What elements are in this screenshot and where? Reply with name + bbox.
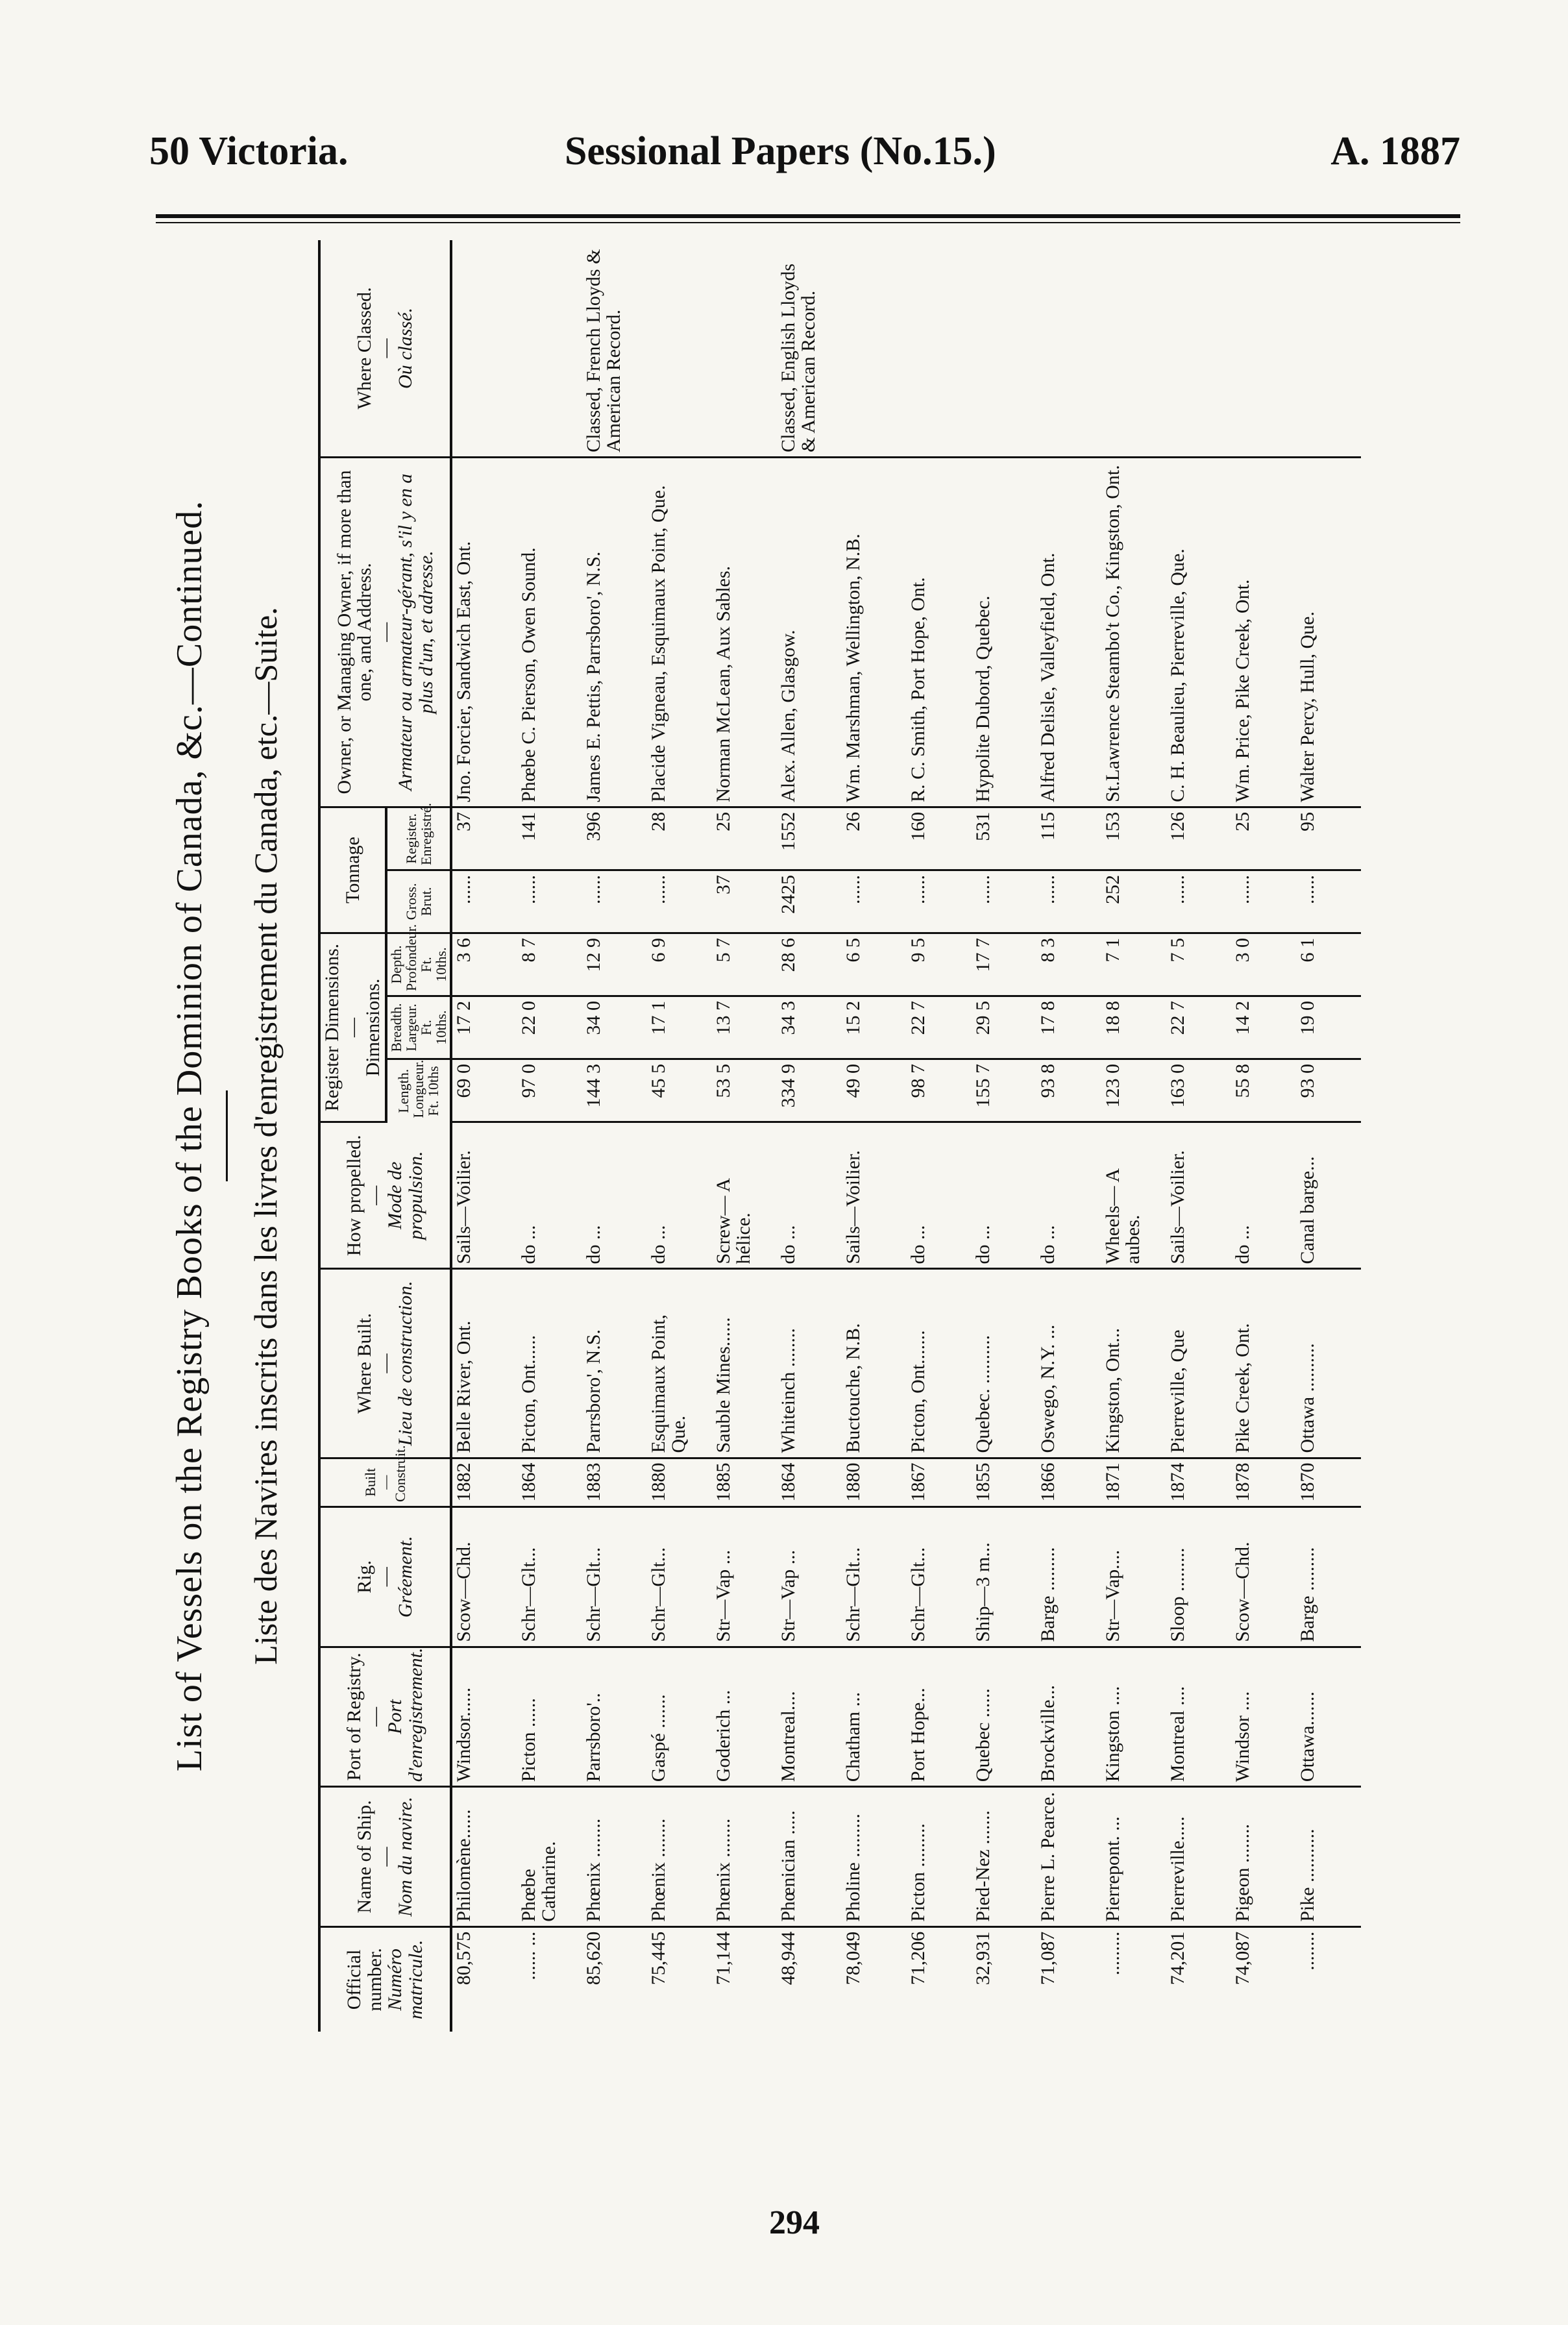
- cell-owner: C. H. Beaulieu, Pierreville, Que.: [1166, 457, 1231, 807]
- cell-port: Kingston ....: [1101, 1647, 1166, 1787]
- cell-breadth: 13 7: [712, 996, 777, 1059]
- cell-name: Pigeon ........: [1231, 1787, 1296, 1927]
- cell-name: Pierre L. Pearce.: [1036, 1787, 1101, 1927]
- cell-gross: 37: [712, 870, 777, 933]
- cell-register: 26: [842, 807, 907, 870]
- cell-official: 78,049: [842, 1931, 864, 1986]
- cell-depth: 3 0: [1231, 933, 1296, 996]
- cell-classed: [907, 240, 972, 457]
- cell-breadth: 22 7: [907, 996, 972, 1059]
- title-divider: [226, 1090, 228, 1181]
- col-port: Port of Registry. — Port d'enregistrement.: [319, 1647, 451, 1787]
- cell-propelled: Canal barge...: [1296, 1122, 1361, 1269]
- cell-depth: 28 6: [777, 933, 842, 996]
- cell-depth: 5 7: [712, 933, 777, 996]
- cell-length: 49 0: [842, 1059, 907, 1122]
- cell-classed: [1101, 240, 1166, 457]
- cell-depth: 6 5: [842, 933, 907, 996]
- cell-port: Quebec ......: [972, 1647, 1036, 1787]
- cell-register: 95: [1296, 807, 1361, 870]
- cell-built: 1870: [1296, 1458, 1361, 1507]
- cell-built: 1864: [517, 1458, 582, 1507]
- header-rule-thin: [156, 222, 1460, 223]
- col-depth: Depth. Profondeur. Ft. 10ths.: [386, 933, 451, 996]
- cell-where: Buctouche, N.B.: [842, 1269, 907, 1458]
- cell-built: 1882: [451, 1458, 517, 1507]
- cell-register: 396: [582, 807, 647, 870]
- table-row: [1036, 240, 1101, 2032]
- cell-name: Phœbe Catharine.: [517, 1787, 582, 1927]
- cell-register: 25: [712, 807, 777, 870]
- cell-depth: 7 5: [1166, 933, 1231, 996]
- cell-official: 85,620: [582, 1931, 604, 1986]
- cell-owner: Wm. Marshman, Wellington, N.B.: [842, 457, 907, 807]
- cell-port: Windsor......: [451, 1647, 517, 1787]
- cell-depth: 9 5: [907, 933, 972, 996]
- table-row: [1231, 240, 1296, 2032]
- cell-classed: [1036, 240, 1101, 457]
- cell-built: 1880: [842, 1458, 907, 1507]
- cell-where: Pike Creek, Ont.: [1231, 1269, 1296, 1458]
- cell-official: ........: [1296, 1931, 1318, 1971]
- cell-name: Pierreville.....: [1166, 1787, 1231, 1927]
- cell-classed: Classed, French Lloyds & American Record.: [582, 240, 647, 457]
- cell-where: Ottawa ..........: [1296, 1269, 1361, 1458]
- cell-owner: James E. Pettis, Parrsboro', N.S.: [582, 457, 647, 807]
- cell-length: 97 0: [517, 1059, 582, 1122]
- cell-port: Montreal....: [777, 1647, 842, 1787]
- cell-official: 48,944: [777, 1931, 799, 1986]
- cell-depth: 3 6: [451, 933, 517, 996]
- cell-port: Parrsboro'..: [582, 1647, 647, 1787]
- cell-length: 55 8: [1231, 1059, 1296, 1122]
- cell-built: 1874: [1166, 1458, 1231, 1507]
- cell-owner: Phœbe C. Pierson, Owen Sound.: [517, 457, 582, 807]
- cell-official: 71,206: [907, 1931, 929, 1986]
- cell-propelled: Sails—Voilier.: [451, 1122, 517, 1269]
- cell-built: 1883: [582, 1458, 647, 1507]
- cell-name: Pholine .........: [842, 1787, 907, 1927]
- cell-breadth: 29 5: [972, 996, 1036, 1059]
- cell-classed: [647, 240, 712, 457]
- cell-rig: Schr—Glt...: [582, 1507, 647, 1647]
- cell-depth: 7 1: [1101, 933, 1166, 996]
- cell-classed: [1166, 240, 1231, 457]
- cell-breadth: 14 2: [1231, 996, 1296, 1059]
- cell-name: Philomène......: [451, 1787, 517, 1927]
- cell-port: Gaspé .......: [647, 1647, 712, 1787]
- cell-rig: Ship—3 m...: [972, 1507, 1036, 1647]
- cell-gross: 2425: [777, 870, 842, 933]
- cell-rig: Schr—Glt...: [647, 1507, 712, 1647]
- table-row: [451, 240, 517, 2032]
- cell-where: Sauble Mines......: [712, 1269, 777, 1458]
- cell-register: 160: [907, 807, 972, 870]
- cell-official: 75,445: [647, 1931, 669, 1986]
- cell-official: 74,087: [1231, 1931, 1253, 1986]
- cell-depth: 6 9: [647, 933, 712, 996]
- cell-classed: [972, 240, 1036, 457]
- cell-propelled: do ...: [1036, 1122, 1101, 1269]
- cell-classed: [1231, 240, 1296, 457]
- cell-gross: ......: [1036, 870, 1101, 933]
- cell-register: 153: [1101, 807, 1166, 870]
- cell-length: 334 9: [777, 1059, 842, 1122]
- cell-name: Phœnix ........: [647, 1787, 712, 1927]
- table-row: [712, 240, 777, 2032]
- cell-register: 141: [517, 807, 582, 870]
- table-row: [972, 240, 1036, 2032]
- col-register: Register. Enregistré.: [386, 807, 451, 870]
- cell-official: 74,201: [1166, 1931, 1188, 1986]
- cell-gross: ......: [907, 870, 972, 933]
- cell-classed: [1296, 240, 1361, 457]
- cell-official: 71,087: [1036, 1931, 1059, 1986]
- col-breadth: Breadth. Largeur. Ft. 10ths.: [386, 996, 451, 1059]
- cell-register: 28: [647, 807, 712, 870]
- table-row: [1166, 240, 1231, 2032]
- cell-owner: R. C. Smith, Port Hope, Ont.: [907, 457, 972, 807]
- cell-register: 1552: [777, 807, 842, 870]
- cell-depth: 8 7: [517, 933, 582, 996]
- cell-length: 155 7: [972, 1059, 1036, 1122]
- col-propelled: How propelled. — Mode de propulsion.: [319, 1122, 451, 1269]
- table-row: [1296, 240, 1361, 2032]
- cell-gross: ......: [451, 870, 517, 933]
- page-header: [149, 129, 1460, 187]
- col-where-built: Where Built. — Lieu de construction.: [319, 1269, 451, 1458]
- cell-length: 163 0: [1166, 1059, 1231, 1122]
- cell-rig: Barge .........: [1036, 1507, 1101, 1647]
- cell-built: 1866: [1036, 1458, 1101, 1507]
- cell-port: Port Hope...: [907, 1647, 972, 1787]
- cell-depth: 8 3: [1036, 933, 1101, 996]
- cell-length: 144 3: [582, 1059, 647, 1122]
- cell-gross: ......: [842, 870, 907, 933]
- cell-propelled: Screw— A hélice.: [712, 1122, 777, 1269]
- cell-owner: Wm. Price, Pike Creek, Ont.: [1231, 457, 1296, 807]
- cell-rig: Str—Vap ...: [777, 1507, 842, 1647]
- cell-length: 98 7: [907, 1059, 972, 1122]
- cell-built: 1871: [1101, 1458, 1166, 1507]
- page-number: 294: [769, 2204, 820, 2241]
- cell-register: 37: [451, 807, 517, 870]
- cell-name: Pied-Nez .......: [972, 1787, 1036, 1927]
- col-built: Built—Construit.: [319, 1458, 451, 1507]
- cell-rig: Scow—Chd.: [451, 1507, 517, 1647]
- cell-gross: ......: [972, 870, 1036, 933]
- cell-propelled: do ...: [972, 1122, 1036, 1269]
- cell-breadth: 15 2: [842, 996, 907, 1059]
- table-row: [582, 240, 647, 2032]
- cell-register: 115: [1036, 807, 1101, 870]
- cell-rig: Schr—Glt...: [907, 1507, 972, 1647]
- cell-built: 1867: [907, 1458, 972, 1507]
- cell-breadth: 17 1: [647, 996, 712, 1059]
- col-gross: Gross. Brut.: [386, 870, 451, 933]
- cell-register: 25: [1231, 807, 1296, 870]
- cell-built: 1864: [777, 1458, 842, 1507]
- cell-owner: Norman McLean, Aux Sables.: [712, 457, 777, 807]
- cell-gross: 252: [1101, 870, 1166, 933]
- cell-breadth: 17 2: [451, 996, 517, 1059]
- cell-length: 93 8: [1036, 1059, 1101, 1122]
- cell-gross: ......: [517, 870, 582, 933]
- table-row: [842, 240, 907, 2032]
- cell-register: 126: [1166, 807, 1231, 870]
- col-classed: Where Classed. — Où classé.: [319, 240, 451, 457]
- header-session: 50 Victoria.: [149, 129, 349, 173]
- cell-gross: ......: [582, 870, 647, 933]
- cell-owner: Hypolite Dubord, Quebec.: [972, 457, 1036, 807]
- cell-depth: 17 7: [972, 933, 1036, 996]
- cell-name: Pike ...........: [1296, 1787, 1361, 1927]
- cell-depth: 6 1: [1296, 933, 1361, 996]
- col-tonnage: Tonnage: [319, 807, 386, 933]
- cell-where: Parrsboro', N.S.: [582, 1269, 647, 1458]
- table-row: [1101, 240, 1166, 2032]
- cell-rig: Barge .........: [1296, 1507, 1361, 1647]
- cell-where: Quebec. ..........: [972, 1269, 1036, 1458]
- cell-owner: Alex. Allen, Glasgow.: [777, 457, 842, 807]
- cell-breadth: 22 0: [517, 996, 582, 1059]
- col-rig: Rig. — Gréement.: [319, 1507, 451, 1647]
- cell-owner: St.Lawrence Steambo't Co., Kingston, Ont.: [1101, 457, 1166, 807]
- header-year: A. 1887: [1330, 129, 1460, 173]
- cell-gross: ......: [1166, 870, 1231, 933]
- cell-breadth: 34 0: [582, 996, 647, 1059]
- cell-classed: [451, 240, 517, 457]
- table-title-english: List of Vessels on the Registry Books of the Dominion of Canada, &c.—Continued.: [169, 500, 210, 1772]
- cell-gross: ......: [1231, 870, 1296, 933]
- cell-length: 123 0: [1101, 1059, 1166, 1122]
- cell-rig: Scow—Chd.: [1231, 1507, 1296, 1647]
- vessel-registry-table: [318, 240, 1361, 2032]
- cell-breadth: 34 3: [777, 996, 842, 1059]
- cell-propelled: Sails—Voilier.: [842, 1122, 907, 1269]
- cell-built: 1855: [972, 1458, 1036, 1507]
- cell-built: 1878: [1231, 1458, 1296, 1507]
- cell-propelled: do ...: [777, 1122, 842, 1269]
- cell-name: Pierrepont. ...: [1101, 1787, 1166, 1927]
- cell-port: Goderich ...: [712, 1647, 777, 1787]
- cell-length: 69 0: [451, 1059, 517, 1122]
- cell-classed: [712, 240, 777, 457]
- cell-rig: Schr—Glt...: [517, 1507, 582, 1647]
- col-official-number: Official number. Numéro matricule.: [319, 1926, 451, 2032]
- cell-official: 80,575: [452, 1931, 474, 1986]
- cell-breadth: 17 8: [1036, 996, 1101, 1059]
- cell-where: Esquimaux Point, Que.: [647, 1269, 712, 1458]
- cell-rig: Sloop .........: [1166, 1507, 1231, 1647]
- col-length: Length. Longueur. Ft. 10ths: [386, 1059, 451, 1122]
- cell-port: Ottawa.......: [1296, 1647, 1361, 1787]
- cell-port: Montreal ....: [1166, 1647, 1231, 1787]
- cell-breadth: 22 7: [1166, 996, 1231, 1059]
- cell-name: Phœnix ........: [712, 1787, 777, 1927]
- cell-where: Kingston, Ont...: [1101, 1269, 1166, 1458]
- cell-port: Chatham ...: [842, 1647, 907, 1787]
- cell-propelled: do ...: [647, 1122, 712, 1269]
- cell-length: 45 5: [647, 1059, 712, 1122]
- cell-propelled: Wheels— A aubes.: [1101, 1122, 1166, 1269]
- cell-classed: [842, 240, 907, 457]
- cell-propelled: Sails—Voilier.: [1166, 1122, 1231, 1269]
- rotated-table-region: [156, 240, 1428, 2032]
- cell-official: 71,144: [712, 1931, 734, 1986]
- cell-gross: ......: [647, 870, 712, 933]
- cell-register: 531: [972, 807, 1036, 870]
- cell-depth: 12 9: [582, 933, 647, 996]
- cell-rig: Schr—Glt...: [842, 1507, 907, 1647]
- cell-official: ...... ...: [517, 1931, 539, 1980]
- cell-port: Windsor ....: [1231, 1647, 1296, 1787]
- cell-owner: Alfred Delisle, Valleyfield, Ont.: [1036, 457, 1101, 807]
- cell-owner: Placide Vigneau, Esquimaux Point, Que.: [647, 457, 712, 807]
- cell-official: 32,931: [972, 1931, 994, 1986]
- cell-where: Oswego, N.Y. ...: [1036, 1269, 1101, 1458]
- cell-where: Picton, Ont.......: [907, 1269, 972, 1458]
- cell-classed: Classed, English Lloyds & American Record.: [777, 240, 842, 457]
- col-owner: Owner, or Managing Owner, if more than one, and Address. — Armateur ou armateur-gérant, s'il y en a plus d'un, et adresse.: [319, 457, 451, 807]
- header-rule: [156, 214, 1460, 218]
- table-title-french: Liste des Navires inscrits dans les livres d'enregistrement du Canada, etc.—Suite.: [247, 607, 284, 1665]
- cell-name: Picton .........: [907, 1787, 972, 1927]
- cell-length: 93 0: [1296, 1059, 1361, 1122]
- cell-port: Brockville...: [1036, 1647, 1101, 1787]
- cell-owner: Walter Percy, Hull, Que.: [1296, 457, 1361, 807]
- cell-propelled: do ...: [582, 1122, 647, 1269]
- cell-propelled: do ...: [907, 1122, 972, 1269]
- table-row: [647, 240, 712, 2032]
- cell-gross: ......: [1296, 870, 1361, 933]
- cell-name: Phœnician .....: [777, 1787, 842, 1927]
- header-sessional-papers: Sessional Papers (No.15.): [565, 129, 996, 173]
- cell-breadth: 18 8: [1101, 996, 1166, 1059]
- table-body: [451, 240, 1361, 2032]
- table-row: [517, 240, 582, 2032]
- cell-where: Whiteinch ........: [777, 1269, 842, 1458]
- cell-rig: Str—Vap....: [1101, 1507, 1166, 1647]
- cell-length: 53 5: [712, 1059, 777, 1122]
- cell-built: 1885: [712, 1458, 777, 1507]
- cell-propelled: do ...: [517, 1122, 582, 1269]
- cell-name: Phœnix ........: [582, 1787, 647, 1927]
- cell-propelled: do ...: [1231, 1122, 1296, 1269]
- cell-rig: Str—Vap ...: [712, 1507, 777, 1647]
- table-row: [777, 240, 842, 2032]
- cell-where: Pierreville, Que: [1166, 1269, 1231, 1458]
- cell-built: 1880: [647, 1458, 712, 1507]
- cell-where: Picton, Ont......: [517, 1269, 582, 1458]
- table-row: [907, 240, 972, 2032]
- cell-breadth: 19 0: [1296, 996, 1361, 1059]
- col-dimensions: Register Dimensions. — Dimensions.: [319, 933, 386, 1122]
- cell-owner: Jno. Forcier, Sandwich East, Ont.: [451, 457, 517, 807]
- cell-port: Picton ......: [517, 1647, 582, 1787]
- col-name: Name of Ship. — Nom du navire.: [319, 1787, 451, 1927]
- cell-where: Belle River, Ont.: [451, 1269, 517, 1458]
- cell-classed: [517, 240, 582, 457]
- table-header-row: [319, 240, 386, 2032]
- cell-official: .........: [1101, 1931, 1123, 1976]
